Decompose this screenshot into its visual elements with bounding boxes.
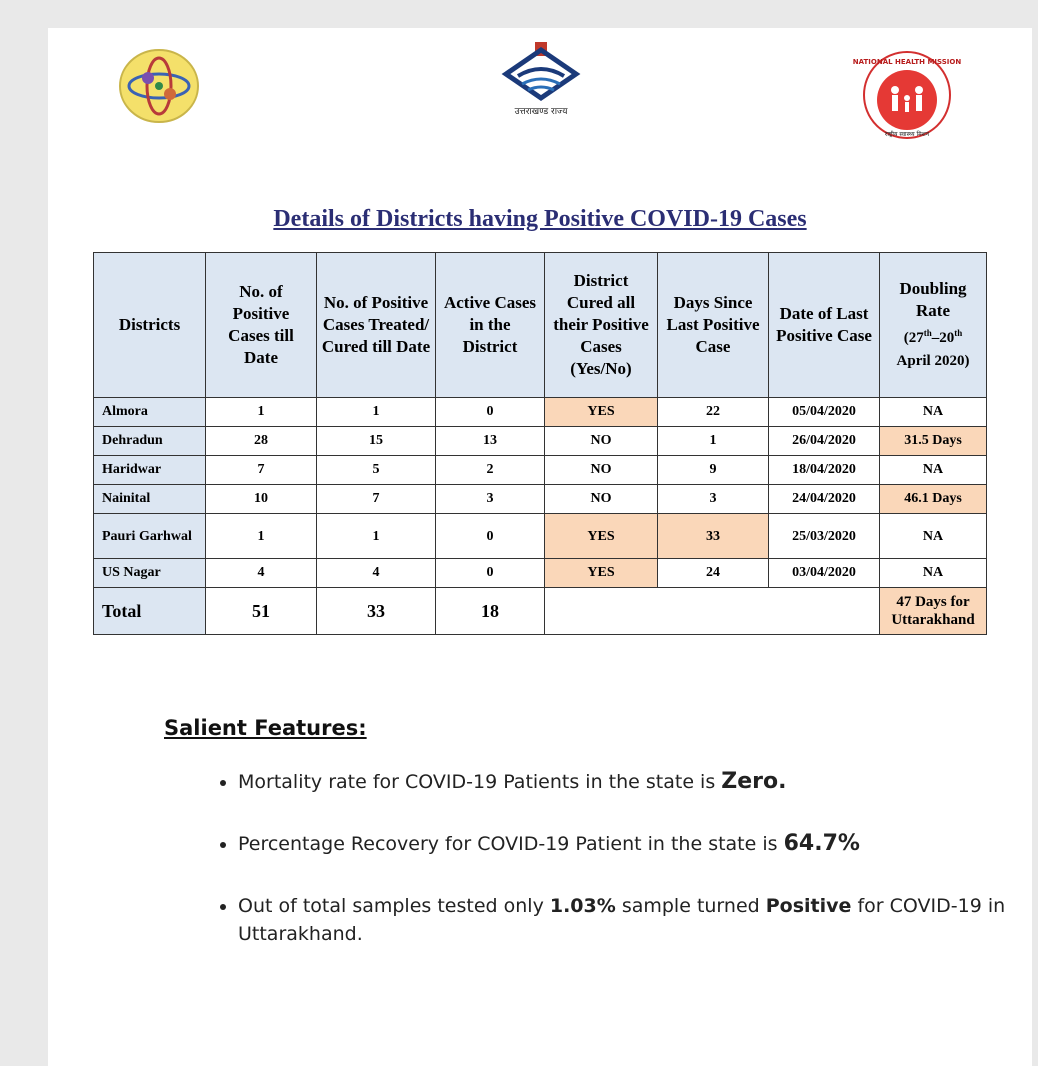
positive-cases: 28 bbox=[206, 427, 317, 456]
table-header-row bbox=[94, 253, 987, 398]
district-name: Dehradun bbox=[94, 427, 206, 456]
list-item: • Mortality rate for COVID-19 Patients in the state is Zero. bbox=[238, 768, 1028, 796]
cured-cases: 7 bbox=[317, 485, 436, 514]
district-name: Nainital bbox=[94, 485, 206, 514]
total-empty-cell bbox=[545, 588, 880, 635]
doubling-rate: NA bbox=[880, 514, 987, 559]
days-since: 22 bbox=[658, 398, 769, 427]
doubling-period: (27th–20th April 2020) bbox=[896, 328, 970, 369]
doubling-rate: NA bbox=[880, 456, 987, 485]
date-last: 26/04/2020 bbox=[769, 427, 880, 456]
cured-all: NO bbox=[545, 485, 658, 514]
positive-cases: 10 bbox=[206, 485, 317, 514]
positive-cases: 1 bbox=[206, 398, 317, 427]
document-page bbox=[48, 28, 1032, 1066]
district-name: Haridwar bbox=[94, 456, 206, 485]
total-label: Total bbox=[94, 588, 206, 635]
active-cases: 0 bbox=[436, 514, 545, 559]
salient-features-heading: Salient Features: bbox=[164, 716, 367, 740]
days-since: 3 bbox=[658, 485, 769, 514]
days-since: 9 bbox=[658, 456, 769, 485]
table-row bbox=[94, 485, 987, 514]
cured-all: YES bbox=[545, 514, 658, 559]
header-positive-cases: No. of Positive Cases till Date bbox=[206, 253, 317, 398]
date-last: 24/04/2020 bbox=[769, 485, 880, 514]
list-item: • Percentage Recovery for COVID-19 Patient in the state is 64.7% bbox=[238, 830, 1028, 858]
cured-all: NO bbox=[545, 456, 658, 485]
positive-cases: 7 bbox=[206, 456, 317, 485]
header-cured: No. of Positive Cases Treated/ Cured till Date bbox=[317, 253, 436, 398]
district-name: US Nagar bbox=[94, 559, 206, 588]
doubling-rate: NA bbox=[880, 398, 987, 427]
district-name: Almora bbox=[94, 398, 206, 427]
header-active: Active Cases in the District bbox=[436, 253, 545, 398]
active-cases: 13 bbox=[436, 427, 545, 456]
doubling-title: Doubling Rate bbox=[899, 279, 967, 320]
health-department-logo bbox=[118, 48, 200, 124]
active-cases: 0 bbox=[436, 398, 545, 427]
cured-cases: 1 bbox=[317, 398, 436, 427]
total-cured: 33 bbox=[317, 588, 436, 635]
active-cases: 0 bbox=[436, 559, 545, 588]
total-positive: 51 bbox=[206, 588, 317, 635]
cured-all: YES bbox=[545, 559, 658, 588]
uttarakhand-state-emblem bbox=[496, 40, 586, 122]
days-since: 1 bbox=[658, 427, 769, 456]
header-days-since: Days Since Last Positive Case bbox=[658, 253, 769, 398]
cured-all: YES bbox=[545, 398, 658, 427]
date-last: 18/04/2020 bbox=[769, 456, 880, 485]
doubling-rate: 31.5 Days bbox=[880, 427, 987, 456]
emblem-caption: उत्तराखण्ड राज्य bbox=[514, 107, 568, 117]
cured-all: NO bbox=[545, 427, 658, 456]
positive-cases: 4 bbox=[206, 559, 317, 588]
days-since: 24 bbox=[658, 559, 769, 588]
days-since: 33 bbox=[658, 514, 769, 559]
national-health-mission-logo bbox=[852, 50, 962, 140]
header-districts: Districts bbox=[94, 253, 206, 398]
salient-features-list bbox=[208, 768, 1028, 982]
doubling-rate: 46.1 Days bbox=[880, 485, 987, 514]
cured-cases: 5 bbox=[317, 456, 436, 485]
cured-cases: 4 bbox=[317, 559, 436, 588]
active-cases: 3 bbox=[436, 485, 545, 514]
table-row bbox=[94, 456, 987, 485]
positive-cases: 1 bbox=[206, 514, 317, 559]
table-row bbox=[94, 559, 987, 588]
doubling-rate: NA bbox=[880, 559, 987, 588]
header-doubling-rate bbox=[880, 253, 987, 398]
nhm-bottom-text: राष्ट्रीय स्वास्थ्य मिशन bbox=[884, 131, 930, 138]
total-doubling-rate: 47 Days for Uttarakhand bbox=[880, 588, 987, 635]
table-row bbox=[94, 427, 987, 456]
header-cured-all: District Cured all their Positive Cases (Yes/No) bbox=[545, 253, 658, 398]
page-title: Details of Districts having Positive COVID-19 Cases bbox=[273, 206, 807, 232]
table-row bbox=[94, 514, 987, 559]
date-last: 05/04/2020 bbox=[769, 398, 880, 427]
cured-cases: 15 bbox=[317, 427, 436, 456]
nhm-ring-text: NATIONAL HEALTH MISSION bbox=[852, 58, 962, 66]
date-last: 25/03/2020 bbox=[769, 514, 880, 559]
district-cases-table bbox=[93, 252, 987, 635]
cured-cases: 1 bbox=[317, 514, 436, 559]
table-row bbox=[94, 398, 987, 427]
date-last: 03/04/2020 bbox=[769, 559, 880, 588]
table-total-row bbox=[94, 588, 987, 635]
total-active: 18 bbox=[436, 588, 545, 635]
active-cases: 2 bbox=[436, 456, 545, 485]
header-date-last: Date of Last Positive Case bbox=[769, 253, 880, 398]
district-name: Pauri Garhwal bbox=[94, 514, 206, 559]
list-item: • Out of total samples tested only 1.03% sample turned Positive for COVID-19 in Uttarakhand. bbox=[238, 892, 1028, 948]
